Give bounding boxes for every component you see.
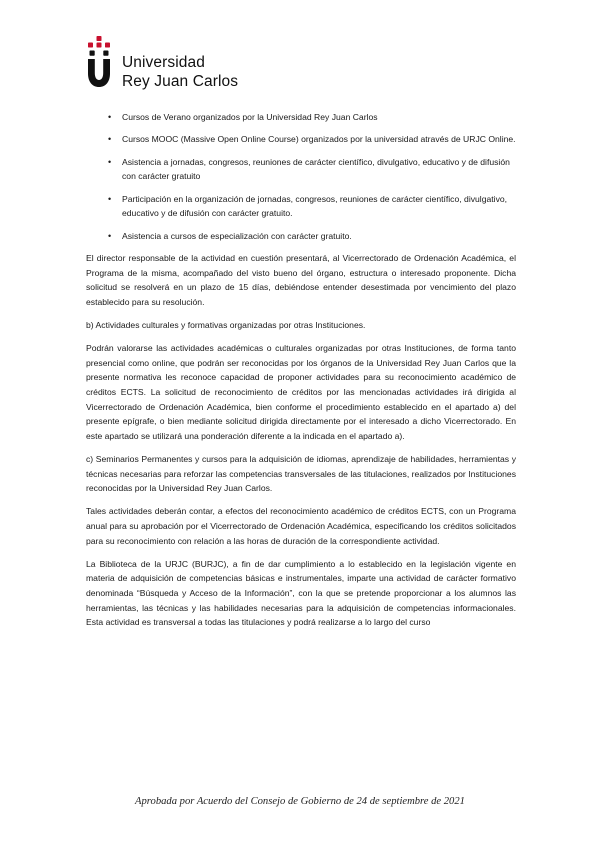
logo-wordmark — [122, 53, 238, 91]
paragraph-otras-instituciones: Podrán valorarse las actividades académicas o culturales organizadas por otras Instituciones, de forma tanto presencial como online, que podrán ser reconocidas por los órganos de la Universidad Rey Juan Carlos que la presente normativa les reconoce capacidad de proponer actividades para su reconocimiento académico de créditos ECTS. La solicitud de reconocimiento de créditos por las mencionadas actividades irá dirigida al Vicerrectorado de Ordenación Académica, bien conforme el procedimiento establecido en el apartado a) del presente epígrafe, o bien mediante solicitud dirigida directamente por el interesado a dicho Vicerrectorado. En este apartado se utilizará una ponderación diferente a la indicada en el apartado a). — [86, 343, 516, 441]
bullet-item-cursos-verano: • Cursos de Verano organizados por la Universidad Rey Juan Carlos — [108, 110, 516, 125]
approval-footer: Aprobada por Acuerdo del Consejo de Gobierno de 24 de septiembre de 2021 — [135, 796, 465, 807]
university-logo — [84, 36, 244, 88]
paragraph-biblioteca: La Biblioteca de la URJC (BURJC), a fin de dar cumplimiento a lo establecido en la legislación vigente en materia de adquisición de competencias básicas e instrumentales, imparte una actividad de carácter formativo denominada “Búsqueda y Acceso de la Información”, con la que se pretende proporcionar a los alumnos las herramientas, las técnicas y las habilidades necesarias para la adquisición de competencias informacionales. Esta actividad es transversal a todas las titulaciones y podrá realizarse a lo largo del curso — [86, 558, 516, 628]
section-heading-c: c) Seminarios Permanentes y cursos para la adquisición de idiomas, aprendizaje de habilidades, herramientas y técnicas necesarias para reforzar las competencias transversales de las titulaciones, realizados por Instituciones reconocidas por la Universidad Rey Juan Carlos. — [86, 454, 516, 494]
bullet-item-participacion-organizacion: • Participación en la organización de jornadas, congresos, reuniones de carácter científico, divulgativo, educativo y de difusión con carácter gratuito. — [108, 192, 516, 221]
section-heading-b: b) Actividades culturales y formativas organizadas por otras Instituciones. — [86, 320, 366, 331]
paragraph-director-responsable: El director responsable de la actividad en cuestión presentará, al Vicerrectorado de Ordenación Académica, el Programa de la misma, acompañado del visto bueno del órgano, estructura o interesado proponente. Dicha solicitud se resolverá en un plazo de 15 días, debiéndose entender desestimada por vencimiento del plazo establecido para su resolución. — [86, 253, 516, 307]
bullet-item-asistencia-jornadas: • Asistencia a jornadas, congresos, reuniones de carácter científico, divulgativo, educativo y de difusión con carácter gratuito — [108, 155, 516, 184]
paragraph-programa-anual: Tales actividades deberán contar, a efectos del reconocimiento académico de créditos ECTS, con un Programa anual para su aprobación por el Vicerrectorado de Ordenación Académica, especificando los créditos solicitados para su reconocimiento con relación a las horas de duración de la correspondiente actividad. — [86, 506, 516, 546]
logo-line-universidad: Universidad — [122, 54, 205, 71]
bullet-item-cursos-mooc: • Cursos MOOC (Massive Open Online Course) organizados por la universidad através de URJC Online. — [108, 132, 516, 147]
logo-line-rey-juan-carlos: Rey Juan Carlos — [122, 73, 239, 90]
bullet-item-cursos-especializacion: • Asistencia a cursos de especialización con carácter gratuito. — [108, 229, 516, 244]
activities-bullet-list — [108, 110, 516, 243]
urjc-logo-icon — [84, 36, 114, 88]
document-body — [86, 110, 516, 638]
